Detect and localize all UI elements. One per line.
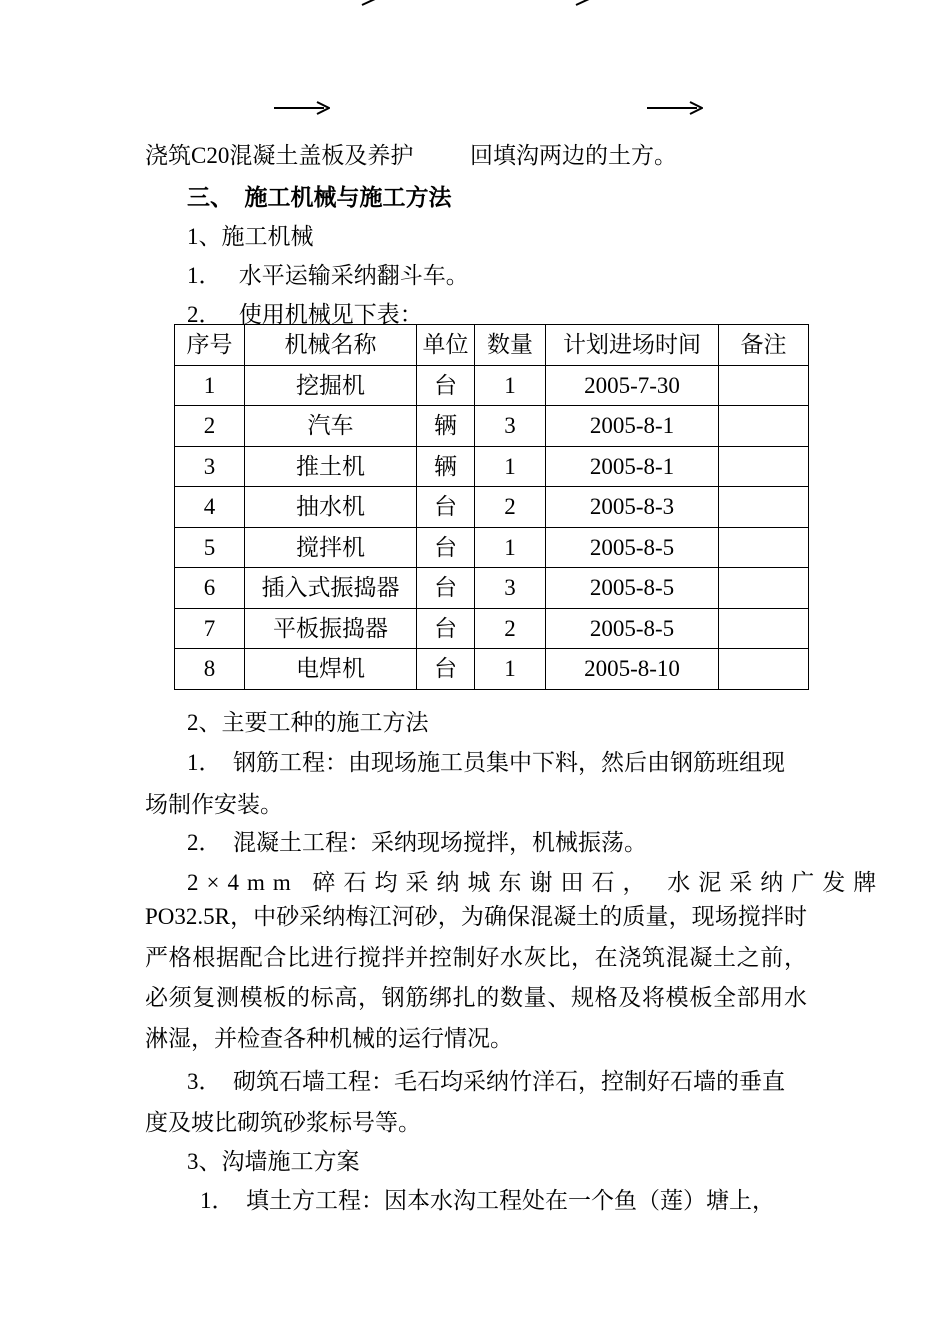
table-header-cell: 单位: [417, 325, 475, 366]
table-row: [175, 487, 809, 528]
section-heading: 三、 施工机械与施工方法: [187, 185, 452, 210]
table-cell: 辆: [417, 406, 475, 447]
table-row: [175, 446, 809, 487]
table-cell: 插入式振捣器: [245, 568, 417, 609]
paragraph: PO32.5R，中砂采纳梅江河砂，为确保混凝土的质量，现场搅拌时严格根据配合比进行搅拌并控制好水灰比，在浇筑混凝土之前，必须复测模板的标高，钢筋绑扎的数量、规格及将模板全部用水淋湿，并检查各种机械的运行情况。: [145, 904, 807, 1052]
flow-arrow-icon: [330, 0, 376, 6]
table-cell: 2: [475, 487, 546, 528]
table-header-row: [175, 325, 809, 366]
table-cell: 6: [175, 568, 245, 609]
table-cell: [719, 365, 809, 406]
table-cell: 台: [417, 365, 475, 406]
table-cell: 2: [475, 608, 546, 649]
table-row: [175, 365, 809, 406]
table-row: [175, 649, 809, 690]
list-item: 1． 水平运输采纳翻斗车。: [187, 263, 469, 288]
table-cell: [719, 487, 809, 528]
table-header-cell: 备注: [719, 325, 809, 366]
table-cell: 2005-8-1: [546, 406, 719, 447]
table-cell: 汽车: [245, 406, 417, 447]
table-cell: 台: [417, 608, 475, 649]
table-cell: 7: [175, 608, 245, 649]
table-cell: [719, 527, 809, 568]
flow-arrow-icon: [274, 101, 330, 115]
flow-step-right: 回填沟两边的土方。: [470, 143, 677, 168]
table-header-cell: 数量: [475, 325, 546, 366]
table-header-cell: 机械名称: [245, 325, 417, 366]
paragraph-line: 2． 混凝土工程：采纳现场搅拌，机械振荡。: [187, 830, 647, 855]
table-row: [175, 608, 809, 649]
table-cell: 抽水机: [245, 487, 417, 528]
table-cell: 2005-8-5: [546, 568, 719, 609]
paragraph-line: 1． 钢筋工程：由现场施工员集中下料，然后由钢筋班组现: [187, 750, 785, 775]
table-row: [175, 527, 809, 568]
table-cell: [719, 608, 809, 649]
table-cell: 搅拌机: [245, 527, 417, 568]
table-cell: [719, 446, 809, 487]
paragraph-line: 1． 填土方工程：因本水沟工程处在一个鱼（莲）塘上，: [200, 1188, 775, 1213]
table-cell: 1: [175, 365, 245, 406]
table-cell: 1: [475, 365, 546, 406]
table-cell: [719, 649, 809, 690]
subsection-heading: 2、主要工种的施工方法: [187, 710, 429, 735]
table-cell: 3: [175, 446, 245, 487]
table-cell: 3: [475, 568, 546, 609]
table-cell: 辆: [417, 446, 475, 487]
flow-arrow-icon: [530, 0, 590, 6]
table-cell: 4: [175, 487, 245, 528]
table-cell: 台: [417, 487, 475, 528]
table-cell: 推土机: [245, 446, 417, 487]
machinery-table: [174, 324, 809, 690]
paragraph-line: 场制作安装。: [145, 792, 283, 817]
table-cell: 2005-7-30: [546, 365, 719, 406]
table-cell: 1: [475, 649, 546, 690]
table-cell: 1: [475, 446, 546, 487]
table-cell: 挖掘机: [245, 365, 417, 406]
subsection-heading: 3、沟墙施工方案: [187, 1149, 360, 1174]
subsection-heading: 1、施工机械: [187, 224, 314, 249]
table-row: [175, 406, 809, 447]
paragraph-line: 2×4mm 碎石均采纳城东谢田石， 水泥采纳广发牌: [187, 870, 885, 895]
table-cell: 2005-8-10: [546, 649, 719, 690]
table-header-cell: 计划进场时间: [546, 325, 719, 366]
table-cell: [719, 406, 809, 447]
table-cell: 2005-8-3: [546, 487, 719, 528]
paragraph-line: 3． 砌筑石墙工程：毛石均采纳竹洋石，控制好石墙的垂直: [187, 1069, 785, 1094]
table-cell: 2: [175, 406, 245, 447]
table-cell: 2005-8-5: [546, 527, 719, 568]
table-cell: 台: [417, 568, 475, 609]
flow-arrow-icon: [647, 101, 703, 115]
table-cell: 2005-8-1: [546, 446, 719, 487]
table-cell: 台: [417, 649, 475, 690]
table-cell: 台: [417, 527, 475, 568]
table-cell: 3: [475, 406, 546, 447]
table-cell: 1: [475, 527, 546, 568]
table-cell: 电焊机: [245, 649, 417, 690]
table-header-cell: 序号: [175, 325, 245, 366]
flow-step-left: 浇筑C20混凝土盖板及养护: [145, 143, 414, 168]
table-cell: 8: [175, 649, 245, 690]
paragraph-line: 度及坡比砌筑砂浆标号等。: [145, 1110, 421, 1135]
table-cell: [719, 568, 809, 609]
list-item: 2． 使用机械见下表：: [187, 302, 423, 327]
table-cell: 平板振捣器: [245, 608, 417, 649]
table-cell: 5: [175, 527, 245, 568]
table-cell: 2005-8-5: [546, 608, 719, 649]
table-row: [175, 568, 809, 609]
